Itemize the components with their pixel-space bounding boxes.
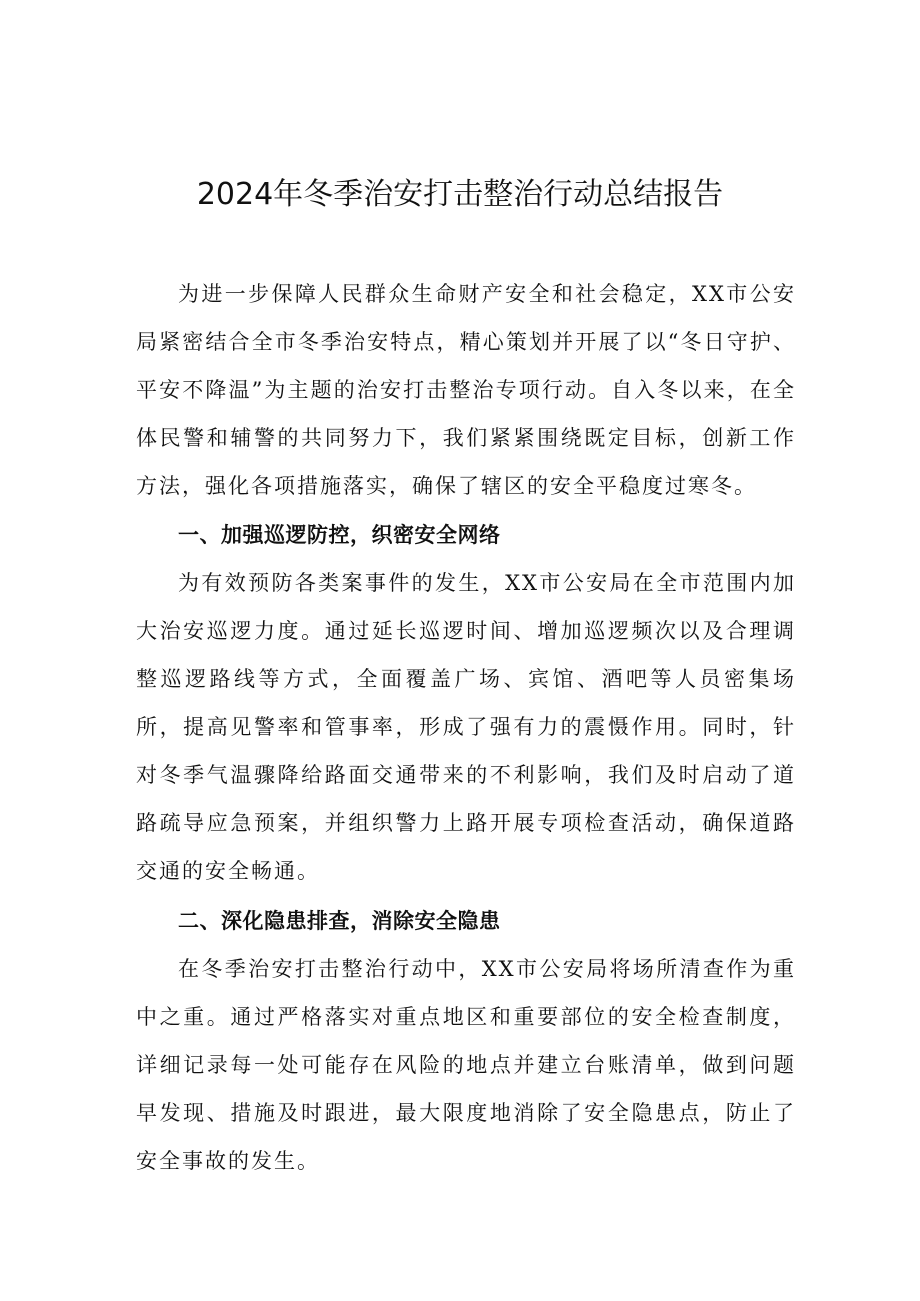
section-heading-2: 二、深化隐患排查，消除安全隐患 — [178, 909, 501, 933]
intro-paragraph: 为进一步保障人民群众生命财产安全和社会稳定，XX市公安局紧密结合全市冬季治安特点，精心策划并开展了以“冬日守护、平安不降温”为主题的治安打击整治专项行动。自入冬以来，在全体民警和辅警的共同努力下，我们紧紧围绕既定目标，创新工作方法，强化各项措施落实，确保了辖区的安全平稳度过寒冬。 — [136, 282, 796, 498]
section-heading-1: 一、加强巡逻防控，织密安全网络 — [178, 523, 501, 547]
section-1-paragraph: 为有效预防各类案事件的发生，XX市公安局在全市范围内加大治安巡逻力度。通过延长巡逻时间、增加巡逻频次以及合理调整巡逻路线等方式，全面覆盖广场、宾馆、酒吧等人员密集场所，提高见警率和管事率，形成了强有力的震慑作用。同时，针对冬季气温骤降给路面交通带来的不利影响，我们及时启动了道路疏导应急预案，并组织警力上路开展专项检查活动，确保道路交通的安全畅通。 — [136, 571, 796, 883]
document-title: 2024年冬季治安打击整治行动总结报告 — [196, 177, 724, 212]
section-2-paragraph: 在冬季治安打击整治行动中，XX市公安局将场所清查作为重中之重。通过严格落实对重点地区和重要部位的安全检查制度，详细记录每一处可能存在风险的地点并建立台账清单，做到问题早发现、措施及时跟进，最大限度地消除了安全隐患点，防止了安全事故的发生。 — [136, 957, 796, 1173]
